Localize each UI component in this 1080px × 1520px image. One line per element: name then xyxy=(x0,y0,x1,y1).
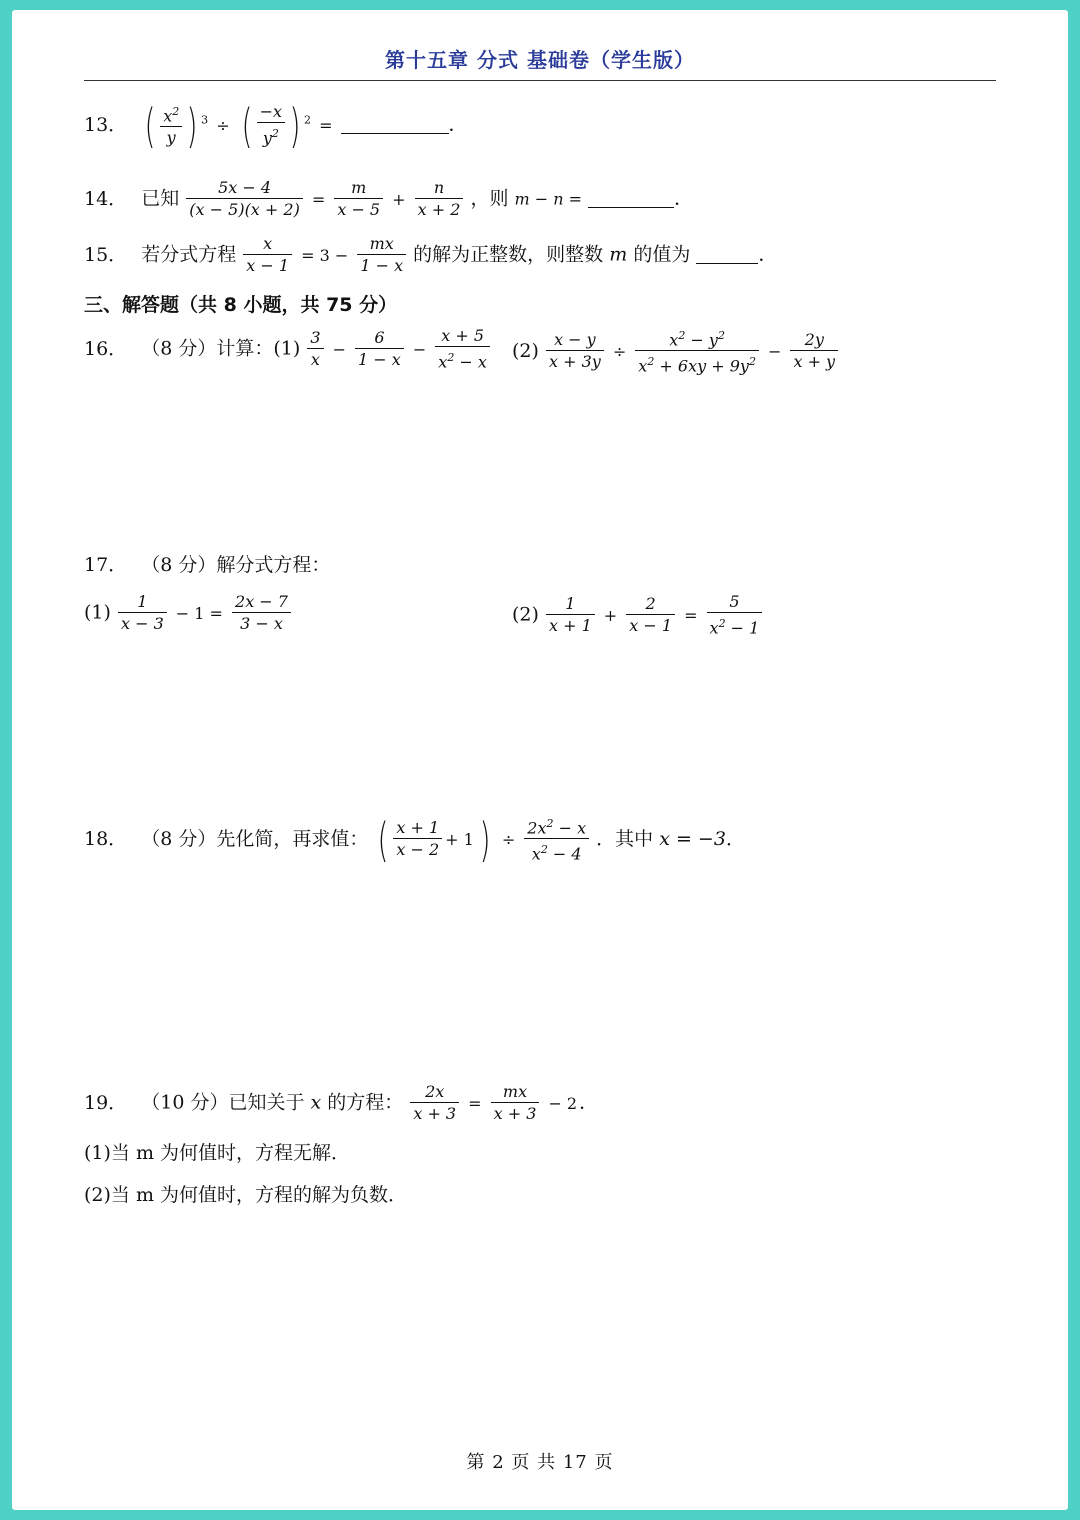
part-label: (2) xyxy=(512,339,539,362)
question-text: （10 分）已知关于 xyxy=(141,1091,305,1114)
answer-blank[interactable] xyxy=(588,189,674,208)
question-number: 14． xyxy=(84,187,128,210)
question-text: 的解为正整数，则整数 xyxy=(413,243,604,266)
page-footer: 第 2 页 共 17 页 xyxy=(466,1452,614,1473)
question-19: 19． （10 分）已知关于 x 的方程： $\frac{2x}{x + 3}$ = $\frac{mx}{x + 3}$ − 2 ． xyxy=(84,1082,599,1123)
question-text: 若分式方程 xyxy=(141,243,237,266)
question-15: 15． 若分式方程 $\frac{x}{x - 1}$ = 3 − $\frac{mx}{1 - x}$ 的解为正整数，则整数 m 的值为 ． xyxy=(84,234,778,275)
question-expression: m − n = xyxy=(514,189,583,209)
question-18: 18． （8 分）先化简，再求值： ( $\frac{x + 1}{x - 2}$ + 1 ) ÷ $\frac{2x^2 - x}{x^2 - 4}$ ．其中 x = −3． xyxy=(84,812,745,867)
question-13: 13． ( $\frac{x^2}{y}$ ) $^3$ ÷ ( $\frac{-x}{y^2}$ ) $^2$ = ． xyxy=(84,98,468,153)
part-label: (1) xyxy=(84,601,111,624)
question-number: 18． xyxy=(84,827,128,850)
question-text: （8 分）先化简，再求值： xyxy=(141,827,369,850)
page-title: 第十五章 分式 基础卷（学生版） xyxy=(385,48,695,72)
question-text: 已知 xyxy=(141,187,180,210)
question-text: ，则 xyxy=(470,187,509,210)
q17-part-2: (2) $\frac{1}{x + 1}$ + $\frac{2}{x - 1}$ = $\frac{5}{x^2 - 1}$ xyxy=(512,592,763,639)
question-number: 17． xyxy=(84,554,128,576)
question-17 xyxy=(84,556,330,575)
document-page xyxy=(12,10,1068,1510)
question-condition: x = −3 xyxy=(659,827,726,850)
question-text: （8 分）解分式方程： xyxy=(141,554,331,576)
question-14: 14． 已知 $\frac{5x - 4}{(x - 5)(x + 2)}$ = $\frac{m}{x - 5}$ + $\frac{n}{x + 2}$ ，则 m − n = ． xyxy=(84,178,694,219)
question-number: 13． xyxy=(84,113,128,136)
question-number: 19． xyxy=(84,1091,128,1114)
q19-sub-2: (2)当 m 为何值时，方程的解为负数． xyxy=(84,1184,408,1206)
q17-part-1: (1) $\frac{1}{x - 3}$ − 1 = $\frac{2x - 7}{3 - x}$ xyxy=(84,592,292,635)
question-variable: m xyxy=(609,243,628,266)
answer-blank[interactable] xyxy=(341,115,449,134)
section-heading: 三、解答题（共 8 小题，共 75 分） xyxy=(84,294,398,316)
question-number: 15． xyxy=(84,243,128,266)
question-variable: x xyxy=(310,1091,322,1114)
q19-sub-1: (1)当 m 为何值时，方程无解． xyxy=(84,1142,351,1164)
question-text: 的值为 xyxy=(633,243,691,266)
q13-expression: ( $\frac{x^2}{y}$ ) $^3$ ÷ ( $\frac{-x}{y^2}$ ) $^2$ = xyxy=(144,98,333,153)
answer-blank[interactable] xyxy=(696,245,758,264)
question-16: 16． （8 分）计算：(1) $\frac{3}{x}$ − $\frac{6}{1 - x}$ − $\frac{x + 5}{x^2 - x}$ xyxy=(84,326,491,373)
question-number: 16． xyxy=(84,337,128,360)
header-divider xyxy=(84,80,996,81)
q16-part-2: (2) $\frac{x - y}{x + 3y}$ ÷ $\frac{x^2 - y^2}{x^2 + 6xy + 9y^2}$ − $\frac{2y}{x + y}$ xyxy=(512,326,839,378)
question-text: ．其中 xyxy=(596,827,654,850)
question-text: （8 分）计算：(1) xyxy=(141,337,301,360)
question-text: 的方程： xyxy=(327,1091,404,1114)
part-label: (2) xyxy=(512,603,539,626)
